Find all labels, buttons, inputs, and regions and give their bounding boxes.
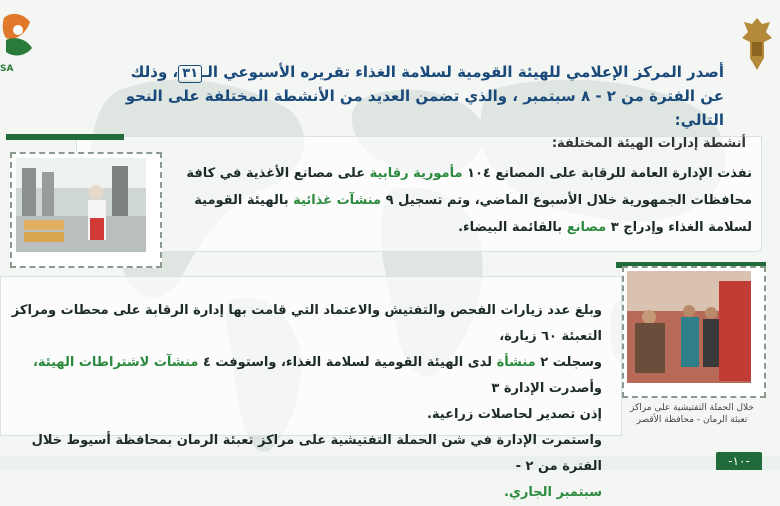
egypt-eagle-emblem [740, 14, 774, 76]
p2-line-1: وبلغ عدد زيارات الفحص والتفتيش والاعتماد التي قامت بها إدارة الرقابة على محطات ومراكز التعبئة ٦٠ زيارة، [11, 303, 602, 344]
p2-line-3: إذن تصدير لحاصلات زراعية. [426, 407, 602, 422]
p1-text-c: على مصانع الأغذية في كافة محافظات الجمهورية خلال الأسبوع الماضي، وتم تسجيل ٩ [186, 166, 752, 208]
p1-text-g: بالقائمة البيضاء. [458, 220, 563, 235]
p2-text-a: وسجلت ٢ [540, 355, 602, 370]
p2-line-4: واستمرت الإدارة في شن الحملة التفتيشية على مراكز تعبئة الرمان بمحافظة أسيوط خلال الفترة من ٢ - [31, 433, 602, 474]
section-title: أنشطة إدارات الهيئة المختلفة: [551, 136, 746, 151]
factory-inspection-photo [10, 152, 162, 268]
intro-line-2: عن الفترة من ٢ - ٨ سبتمبر ، والذي تضمن العديد من الأنشطة المختلفة على النحو التالي: [125, 87, 724, 129]
activities-panel [6, 136, 762, 254]
green-accent-bar [6, 134, 124, 140]
intro-paragraph [84, 60, 724, 132]
intro-line-1 [84, 60, 724, 84]
intro-text-after: ، وذلك [130, 63, 179, 81]
pomegranate-inspection-photo [622, 266, 766, 398]
p2-line-2 [0, 350, 602, 402]
p1-highlight-facilities: منشآت غذائية [293, 193, 382, 208]
logo-initials: SA [0, 64, 14, 74]
report-number-badge: ٣١ [178, 65, 202, 83]
p2-line-5: سبتمبر الجاري. [504, 485, 602, 500]
intro-text-before: أصدر المركز الإعلامي للهيئة القومية لسلامة الغذاء تقريره الأسبوعي الـ [202, 63, 724, 81]
page-number: -١٠- [716, 452, 762, 470]
p2-highlight-facility: منشأة [496, 355, 536, 370]
p1-highlight-missions: مأمورية رقابية [369, 166, 463, 181]
factories-paragraph [152, 160, 752, 241]
packing-paragraph [0, 298, 602, 506]
p1-text-a: نفذت الإدارة العامة للرقابة على المصانع ١٠٤ [467, 166, 752, 181]
p2-text-c: لدى الهيئة القومية لسلامة الغذاء، واستوفت ٤ [202, 355, 493, 370]
p1-text-e: بالهيئة القومية لسلامة الغذاء وإدراج ٣ [194, 193, 752, 235]
nfsa-logo [0, 8, 36, 74]
p1-highlight-factories: مصانع [566, 220, 607, 235]
photo-caption: خلال الحملة التفتيشية على مراكز تعبئة الرمان - محافظة الأقصر [630, 403, 754, 425]
p2-text-e: وأصدرت الإدارة ٣ [491, 381, 602, 396]
p2-highlight-requirements: منشآت لاشتراطات الهيئة، [32, 355, 199, 370]
